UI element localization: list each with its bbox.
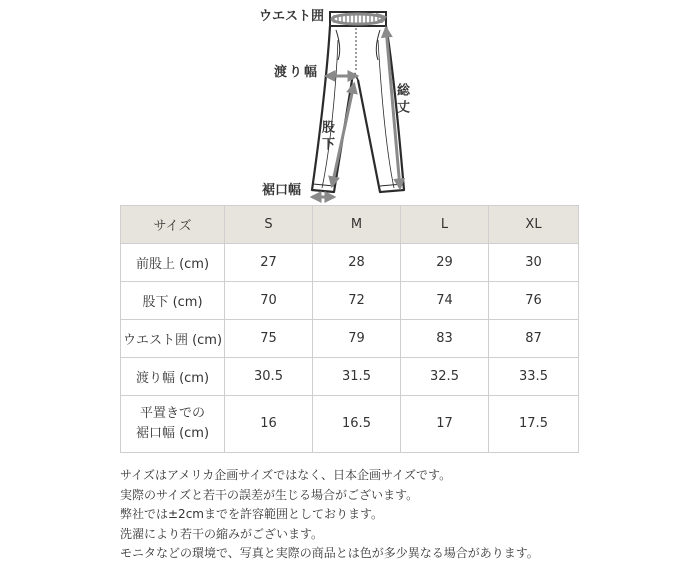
table-header-row [121, 206, 579, 244]
table-cell: 74 [401, 282, 489, 320]
table-cell: 72 [313, 282, 401, 320]
note-line: サイズはアメリカ企画サイズではなく、日本企画サイズです。 [120, 468, 452, 482]
label-waist: ウエスト囲 [259, 9, 325, 24]
table-cell: 17.5 [489, 396, 579, 453]
row-label-line: 裾口幅 (cm) [135, 426, 210, 441]
table-cell: 17 [401, 396, 489, 453]
table-cell: 70 [225, 282, 313, 320]
size-notes [120, 466, 695, 564]
row-label [121, 396, 225, 453]
table-cell: 87 [489, 320, 579, 358]
header-l: L [401, 206, 489, 244]
label-inseam: 股下 [319, 120, 334, 154]
header-size: サイズ [121, 206, 225, 244]
table-cell: 27 [225, 244, 313, 282]
pants-illustration [0, 0, 700, 205]
row-label-line: ウエスト囲 (cm) [122, 333, 223, 348]
label-rise-width: 渡り幅 [274, 65, 320, 80]
header-xl: XL [489, 206, 579, 244]
pants-outline [312, 26, 404, 192]
header-m: M [313, 206, 401, 244]
label-hem-width: 裾口幅 [262, 183, 302, 198]
row-label-line: 前股上 (cm) [135, 257, 210, 272]
note-line: 弊社では±2cmまでを許容範囲としております。 [120, 507, 384, 521]
table-cell: 30.5 [225, 358, 313, 396]
table-cell: 83 [401, 320, 489, 358]
table-cell: 28 [313, 244, 401, 282]
table-cell: 33.5 [489, 358, 579, 396]
table-row [121, 244, 579, 282]
size-chart-table [120, 205, 579, 453]
table-row [121, 396, 579, 453]
row-label-line: 平置きでの [139, 406, 205, 421]
row-label-line: 股下 (cm) [142, 295, 203, 310]
row-label [121, 358, 225, 396]
table-cell: 76 [489, 282, 579, 320]
table-cell: 79 [313, 320, 401, 358]
header-s: S [225, 206, 313, 244]
table-row [121, 320, 579, 358]
table-cell: 75 [225, 320, 313, 358]
row-label [121, 244, 225, 282]
note-line: 実際のサイズと若干の誤差が生じる場合がございます。 [120, 487, 419, 502]
pants-measurement-diagram [0, 0, 700, 205]
note-line: 洗濯により若干の縮みがございます。 [120, 526, 324, 541]
table-cell: 31.5 [313, 358, 401, 396]
table-cell: 32.5 [401, 358, 489, 396]
note-line: モニタなどの環境で、写真と実際の商品とは色が多少異なる場合があります。 [120, 546, 539, 560]
table-cell: 16 [225, 396, 313, 453]
table-row [121, 358, 579, 396]
table-row [121, 282, 579, 320]
row-label [121, 282, 225, 320]
table-cell: 29 [401, 244, 489, 282]
label-total-length: 総丈 [394, 83, 409, 117]
table-cell: 16.5 [313, 396, 401, 453]
row-label-line: 渡り幅 (cm) [135, 371, 210, 386]
table-cell: 30 [489, 244, 579, 282]
row-label [121, 320, 225, 358]
